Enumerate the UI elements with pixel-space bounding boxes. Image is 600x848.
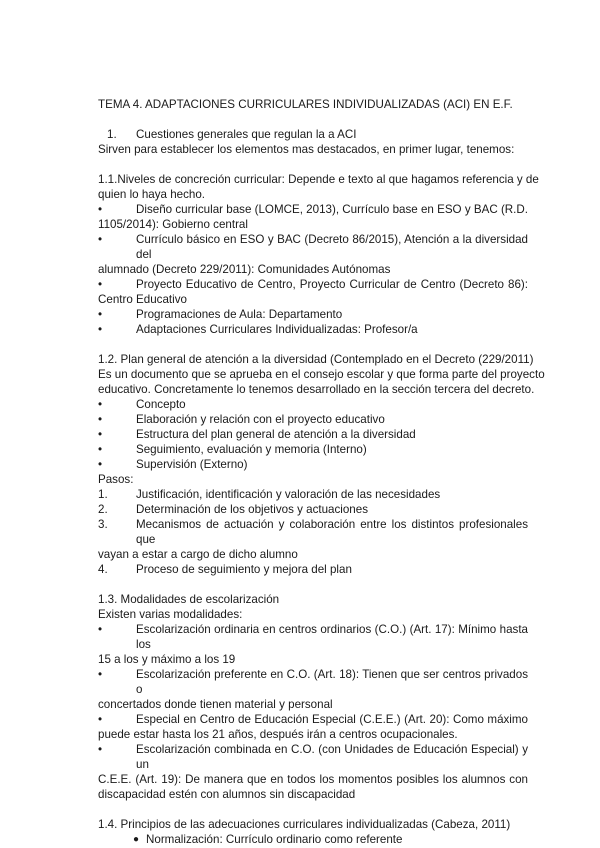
- bullet-marker: •: [98, 428, 103, 441]
- paragraph: Existen varias modalidades:: [98, 608, 243, 621]
- bullet-marker: •: [98, 458, 103, 471]
- document-title: TEMA 4. ADAPTACIONES CURRICULARES INDIVIDUALIZADAS (ACI) EN E.F.: [98, 98, 513, 111]
- list-item: • Estructura del plan general de atención a la diversidad: [98, 428, 416, 441]
- list-item: • Supervisión (Externo): [98, 458, 248, 471]
- section-1-heading: [98, 127, 528, 142]
- list-item-continued: concertados donde tienen material y personal: [98, 698, 333, 711]
- bullet-marker: •: [98, 743, 103, 756]
- step-number: 2.: [98, 503, 108, 516]
- list-item: • Especial en Centro de Educación Especial (C.E.E.) (Art. 20): Como máximo: [98, 713, 528, 726]
- bullet-marker: •: [98, 443, 103, 456]
- section-heading: 1.3. Modalidades de escolarización: [98, 593, 280, 606]
- section-heading: 1.4. Principios de las adecuaciones curriculares individualizadas (Cabeza, 2011): [98, 818, 511, 831]
- list-item-continued: 15 a los y máximo a los 19: [98, 653, 236, 666]
- bullet-marker: •: [98, 323, 103, 336]
- step-number: 3.: [98, 518, 108, 531]
- step-item: 1. Justificación, identificación y valoración de las necesidades: [98, 488, 441, 501]
- pasos-label: Pasos:: [98, 473, 134, 486]
- list-item: • Diseño curricular base (LOMCE, 2013), Currículo base en ESO y BAC (R.D.: [98, 203, 528, 216]
- bullet-marker: •: [98, 623, 103, 636]
- list-item: • Concepto: [98, 398, 186, 411]
- bullet-marker: •: [98, 233, 103, 246]
- step-item: 2. Determinación de los objetivos y actuaciones: [98, 503, 368, 516]
- bullet-marker: •: [98, 203, 103, 216]
- list-item: • Escolarización ordinaria en centros ordinarios (C.O.) (Art. 17): Mínimo hasta los: [98, 623, 528, 651]
- paragraph: Sirven para establecer los elementos mas destacados, en primer lugar, tenemos:: [98, 143, 515, 156]
- list-item: • Adaptaciones Curriculares Individualizadas: Profesor/a: [98, 323, 418, 336]
- paragraph: 1.1.Niveles de concreción curricular: Depende e texto al que hagamos referencia y de: [98, 173, 539, 186]
- bullet-marker: •: [98, 668, 103, 681]
- step-number: 1.: [98, 488, 108, 501]
- list-item-continued: Centro Educativo: [98, 293, 187, 306]
- document-body: [98, 97, 545, 847]
- list-item-continued: discapacidad estén con alumnos sin discapacidad: [98, 788, 356, 801]
- list-item-continued: puede estar hasta los 21 años, después irán a centros ocupacionales.: [98, 728, 458, 741]
- list-item: • Proyecto Educativo de Centro, Proyecto Curricular de Centro (Decreto 86):: [98, 278, 528, 291]
- section-number: 1.: [107, 128, 117, 141]
- bullet-marker: •: [98, 308, 103, 321]
- bullet-marker: •: [98, 413, 103, 426]
- list-item: • Seguimiento, evaluación y memoria (Interno): [98, 443, 367, 456]
- list-item: ● Normalización: Currículo ordinario como referente: [133, 833, 403, 846]
- list-item: • Programaciones de Aula: Departamento: [98, 308, 343, 321]
- step-item: 4. Proceso de seguimiento y mejora del plan: [98, 563, 352, 576]
- section-heading: 1.2. Plan general de atención a la diversidad (Contemplado en el Decreto (229/2011): [98, 353, 534, 366]
- bullet-marker: •: [98, 278, 103, 291]
- section-title: Cuestiones generales que regulan la a ACI: [136, 128, 357, 141]
- list-item: • Currículo básico en ESO y BAC (Decreto 86/2015), Atención a la diversidad del: [98, 233, 528, 261]
- list-item-continued: C.E.E. (Art. 19): De manera que en todos los momentos posibles los alumnos con: [98, 773, 528, 786]
- step-item-continued: vayan a estar a cargo de dicho alumno: [98, 548, 298, 561]
- list-item-continued: alumnado (Decreto 229/2011): Comunidades Autónomas: [98, 263, 391, 276]
- step-number: 4.: [98, 563, 108, 576]
- list-item: • Escolarización preferente en C.O. (Art. 18): Tienen que ser centros privados o: [98, 668, 528, 696]
- paragraph: educativo. Concretamente lo tenemos desarrollado en la sección tercera del decreto.: [98, 383, 535, 396]
- list-item: • Elaboración y relación con el proyecto educativo: [98, 413, 385, 426]
- paragraph: Es un documento que se aprueba en el consejo escolar y que forma parte del proyecto: [98, 368, 545, 381]
- list-item-continued: 1105/2014): Gobierno central: [98, 218, 248, 231]
- bullet-dot-icon: ●: [133, 834, 140, 845]
- bullet-marker: •: [98, 713, 103, 726]
- paragraph: quien lo haya hecho.: [98, 188, 206, 201]
- list-item: • Escolarización combinada en C.O. (con Unidades de Educación Especial) y un: [98, 743, 528, 771]
- bullet-marker: •: [98, 398, 103, 411]
- step-item: 3. Mecanismos de actuación y colaboración entre los distintos profesionales que: [98, 518, 528, 546]
